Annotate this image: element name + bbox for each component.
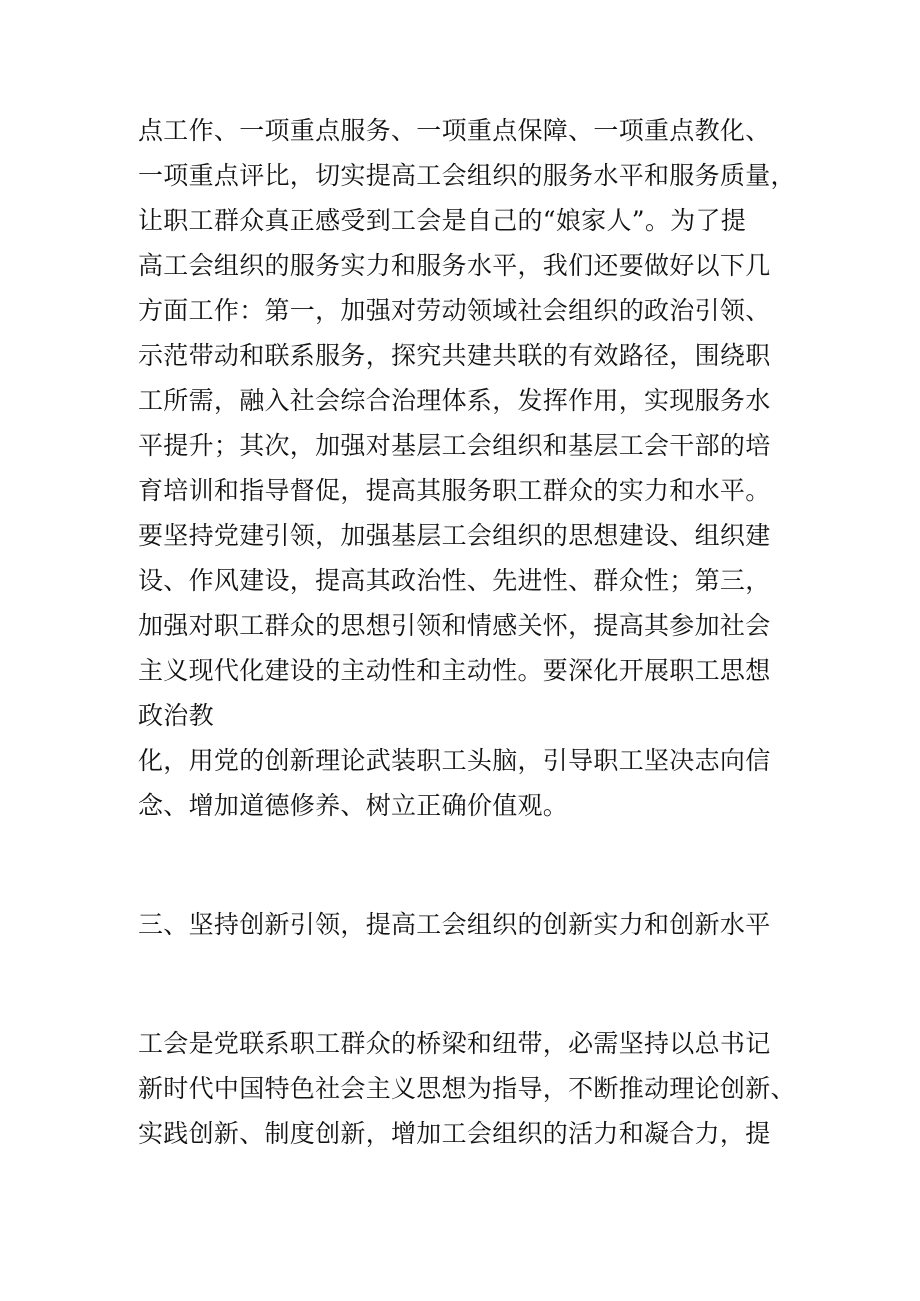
text-line: 要坚持党建引领，加强基层工会组织的思想建设、组织建 <box>138 521 771 550</box>
text-line: 平提升；其次，加强对基层工会组织和基层工会干部的培 <box>138 431 771 460</box>
text-line: 工所需，融入社会综合治理体系，发挥作用，实现服务水 <box>138 386 771 415</box>
text-line: 新时代中国特色社会主义思想为指导，不断推动理论创新、 <box>138 1074 796 1103</box>
text-line: 方面工作：第一，加强对劳动领域社会组织的政治引领、 <box>138 296 771 325</box>
text-line: 政治教 <box>138 701 214 730</box>
text-line: 一项重点评比，切实提高工会组织的服务水平和服务质量， <box>138 161 796 190</box>
text-line: 实践创新、制度创新，增加工会组织的活力和凝合力，提 <box>138 1119 771 1148</box>
text-line: 念、增加道德修养、树立正确价值观。 <box>138 791 569 820</box>
text-line: 设、作风建设，提高其政治性、先进性、群众性；第三， <box>138 566 771 595</box>
text-line: 工会是党联系职工群众的桥梁和纽带，必需坚持以总书记 <box>138 1029 771 1058</box>
text-line: 让职工群众真正感受到工会是自己的“娘家人”。为了提 <box>138 206 747 235</box>
text-line: 育培训和指导督促，提高其服务职工群众的实力和水平。 <box>138 476 771 505</box>
text-line: 主义现代化建设的主动性和主动性。要深化开展职工思想 <box>138 656 771 685</box>
text-line: 高工会组织的服务实力和服务水平，我们还要做好以下几 <box>138 251 771 280</box>
section-heading: 三、坚持创新引领，提高工会组织的创新实力和创新水平 <box>138 910 771 939</box>
text-line: 加强对职工群众的思想引领和情感关怀，提高其参加社会 <box>138 611 771 640</box>
text-line: 示范带动和联系服务，探究共建共联的有效路径，围绕职 <box>138 341 771 370</box>
text-line: 化，用党的创新理论武装职工头脑，引导职工坚决志向信 <box>138 746 771 775</box>
text-line: 点工作、一项重点服务、一项重点保障、一项重点教化、 <box>138 116 771 145</box>
